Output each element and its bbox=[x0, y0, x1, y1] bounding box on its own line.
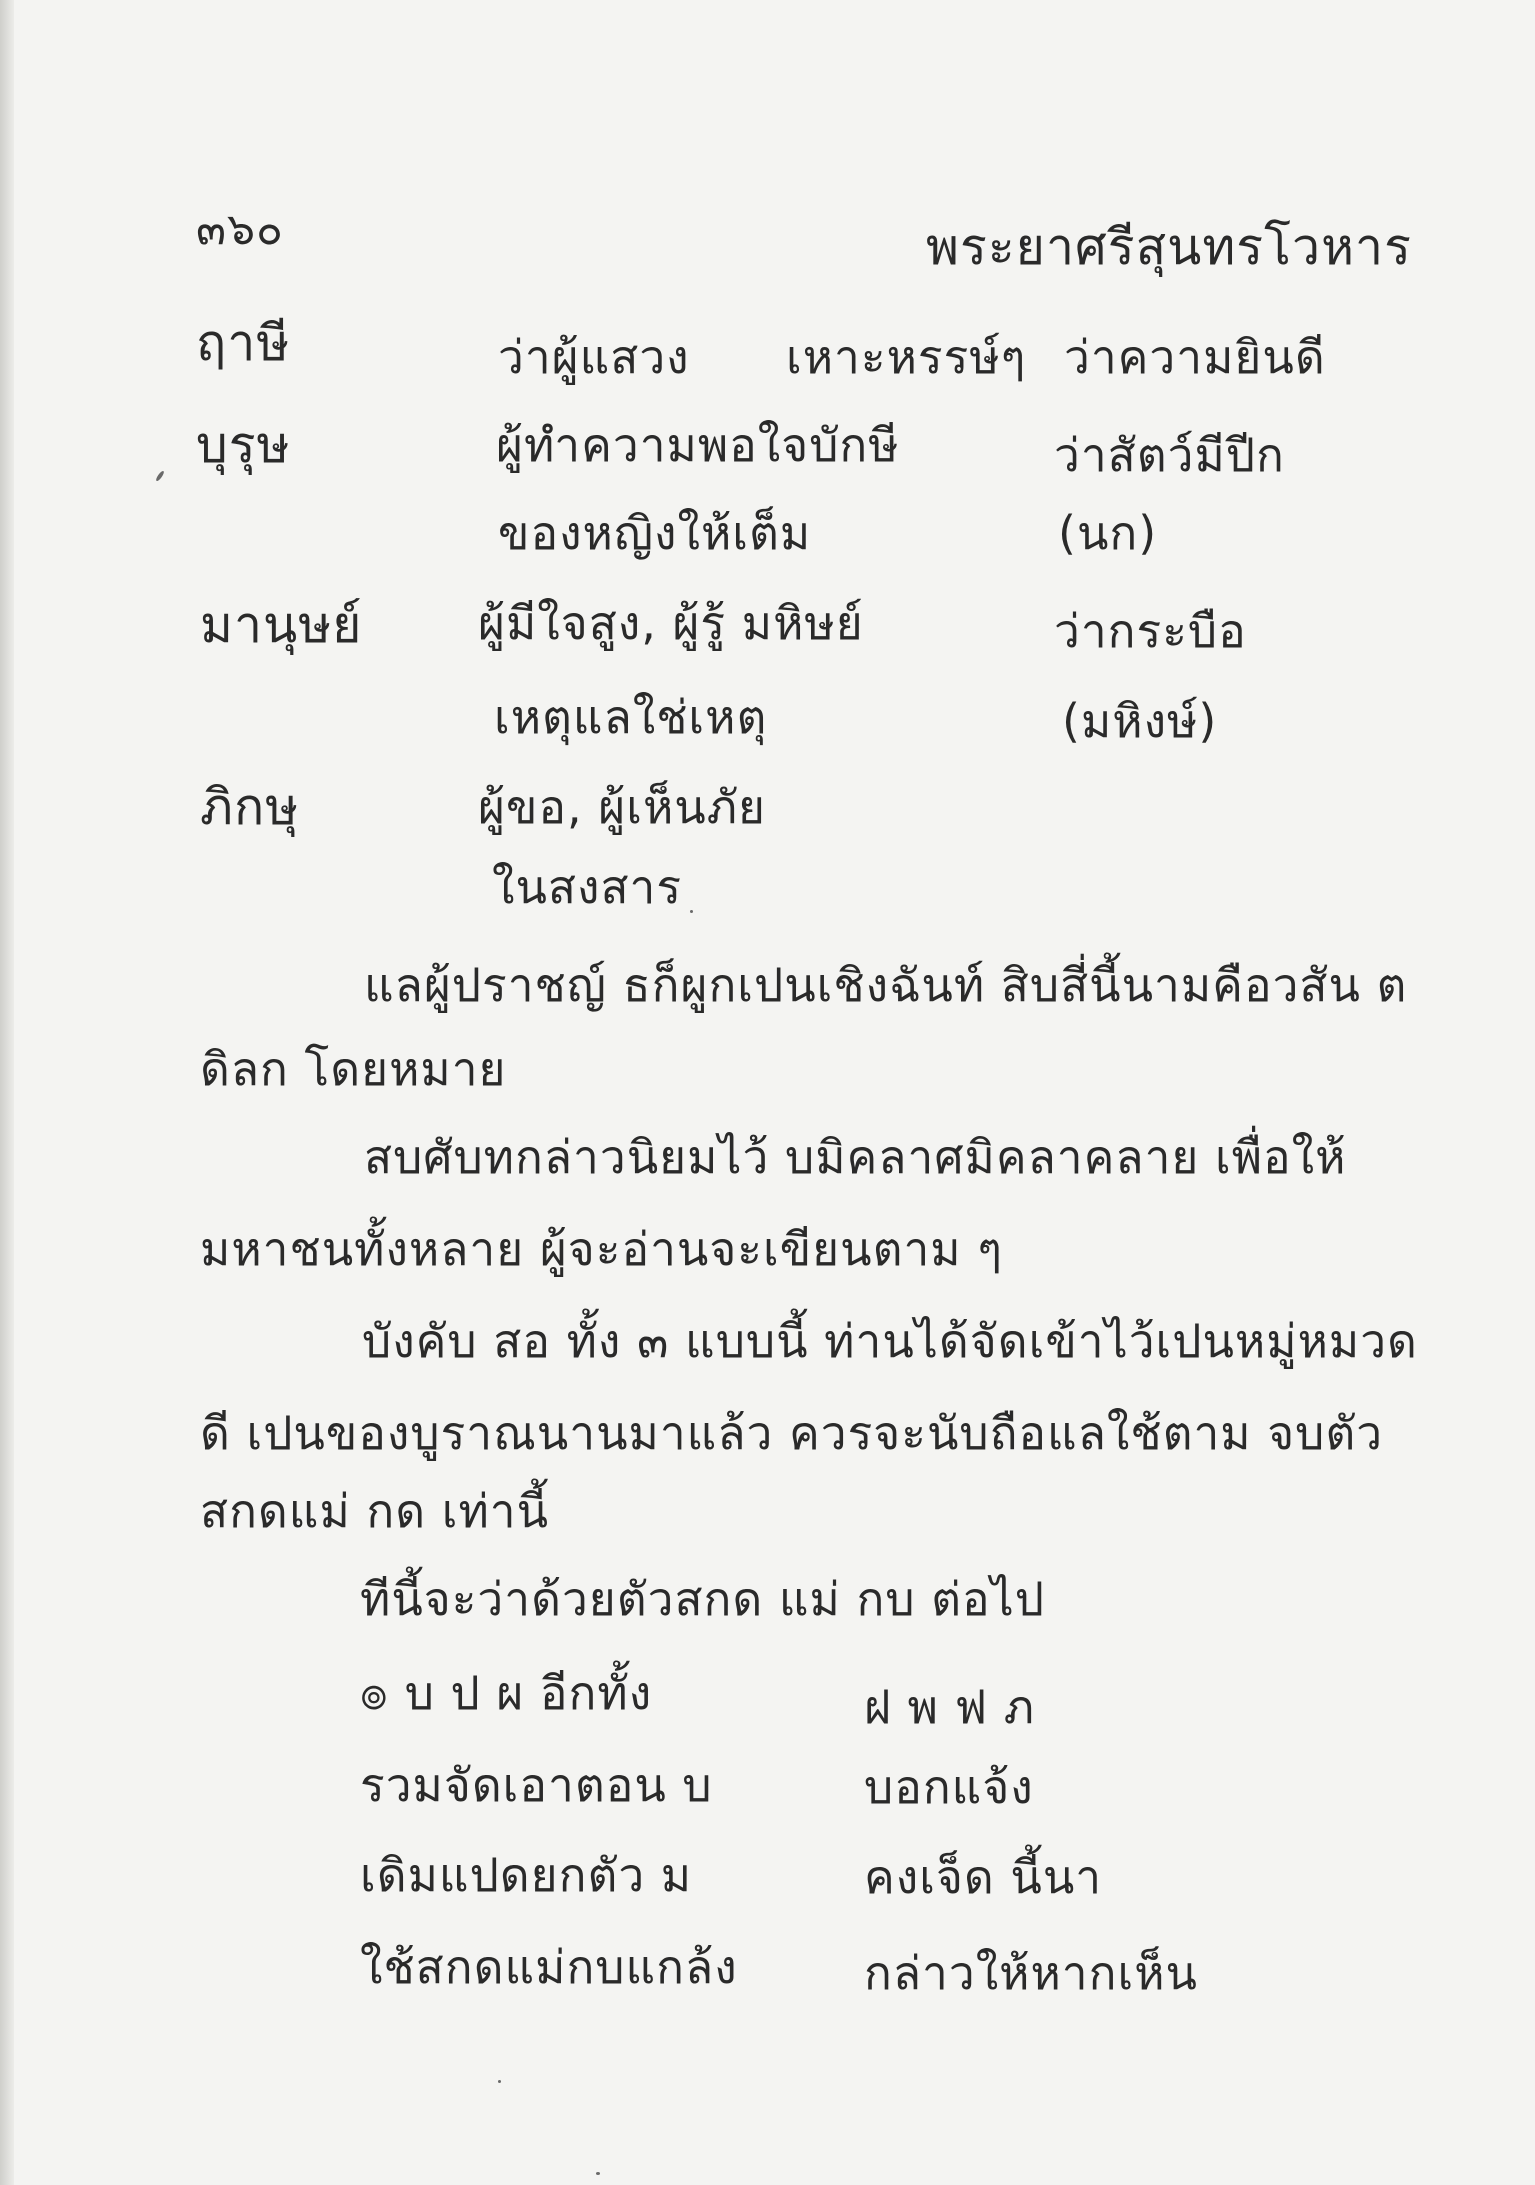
verse-right: ฝ พ ฟ ภ bbox=[864, 1680, 1036, 1734]
glossary-definition: ว่าผู้แสวง bbox=[498, 330, 690, 384]
glossary-term-secondary: เหาะหรรษ์ๆ bbox=[786, 330, 1027, 384]
verse-right: กล่าวให้หากเห็น bbox=[864, 1946, 1198, 2000]
verse-left: รวมจัดเอาตอน บ bbox=[360, 1758, 713, 1812]
scan-speck bbox=[498, 2080, 501, 2083]
glossary-meaning: ว่าสัตว์มีปีก bbox=[1054, 428, 1285, 482]
glossary-meaning: (มหิงษ์) bbox=[1062, 694, 1218, 748]
running-title: พระยาศรีสุนทรโวหาร bbox=[926, 218, 1412, 276]
glossary-term: ภิกษุ bbox=[200, 778, 300, 836]
verse-left: ใช้สกดแม่กบแกล้ง bbox=[360, 1940, 738, 1994]
glossary-term: ฤาษี bbox=[196, 314, 291, 372]
paragraph-line: ทีนี้จะว่าด้วยตัวสกด แม่ กบ ต่อไป bbox=[360, 1572, 1045, 1626]
paragraph-line: สบศับทกล่าวนิยมไว้ บมิคลาศมิคลาคลาย เพื่อให้ bbox=[364, 1130, 1347, 1184]
glossary-definition: ของหญิงให้เต็ม bbox=[498, 506, 812, 560]
glossary-definition: ผู้ทำความพอใจบักษี bbox=[496, 418, 900, 472]
scan-speck bbox=[690, 910, 693, 913]
scan-speck bbox=[155, 470, 165, 482]
page-edge-shadow bbox=[0, 0, 14, 2185]
glossary-definition: เหตุแลใช่เหตุ bbox=[494, 690, 768, 744]
verse-left: ๏ บ ป ผ อีกทั้ง bbox=[360, 1666, 653, 1720]
paragraph-line: ดิลก โดยหมาย bbox=[200, 1042, 507, 1096]
verse-right: บอกแจ้ง bbox=[864, 1760, 1034, 1814]
verse-left: เดิมแปดยกตัว ม bbox=[360, 1848, 693, 1902]
glossary-definition: ผู้มีใจสูง, ผู้รู้ มหิษย์ bbox=[478, 596, 864, 650]
verse-right: คงเจ็ด นี้นา bbox=[864, 1850, 1103, 1904]
scan-speck bbox=[596, 2172, 600, 2175]
paragraph-line: ดี เปนของบูราณนานมาแล้ว ควรจะนับถือแลใช้ตาม จบตัว bbox=[200, 1406, 1384, 1460]
glossary-meaning: ว่ากระบือ bbox=[1054, 604, 1247, 658]
glossary-meaning: (นก) bbox=[1058, 506, 1158, 560]
paragraph-line: แลผู้ปราชญ์ ธก็ผูกเปนเชิงฉันท์ สิบสี่นี้นามคือวสัน ต bbox=[364, 958, 1408, 1012]
page-number: ๓๖๐ bbox=[196, 204, 284, 255]
glossary-definition: ผู้ขอ, ผู้เห็นภัย bbox=[478, 780, 766, 834]
glossary-meaning: ว่าความยินดี bbox=[1064, 330, 1326, 384]
paragraph-line: บังคับ สอ ทั้ง ๓ แบบนี้ ท่านได้จัดเข้าไว้เปนหมู่หมวด bbox=[362, 1314, 1418, 1368]
paragraph-line: สกดแม่ กด เท่านี้ bbox=[200, 1484, 550, 1538]
glossary-definition: ในสงสาร bbox=[492, 860, 683, 914]
paragraph-line: มหาชนทั้งหลาย ผู้จะอ่านจะเขียนตาม ๆ bbox=[200, 1222, 1003, 1276]
glossary-term: มานุษย์ bbox=[200, 596, 363, 654]
glossary-term: บุรุษ bbox=[196, 416, 291, 474]
